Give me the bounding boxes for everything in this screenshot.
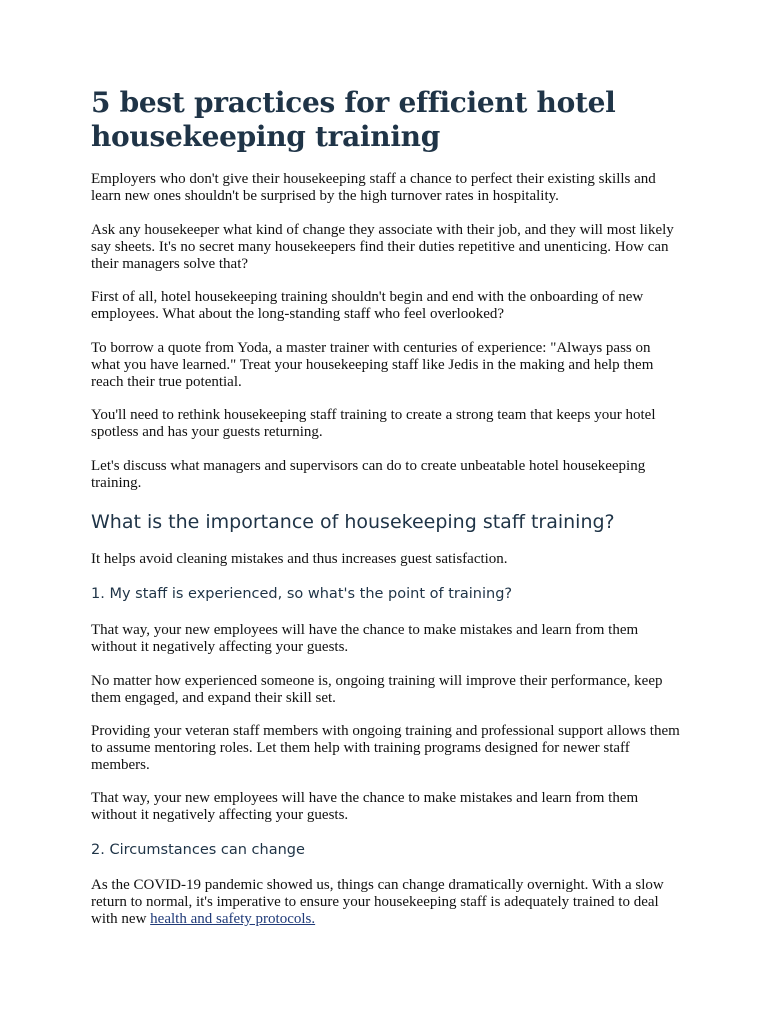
intro-paragraph-2: Ask any housekeeper what kind of change they associate with their job, and they will most likely say sheets. It's no secret many housekeepers find their duties repetitive and unenticing. How can their managers solve that? [91, 222, 674, 272]
subsection-2-heading: 2. Circumstances can change [91, 842, 305, 858]
subsection-1-paragraph-2: No matter how experienced someone is, ongoing training will improve their performance, keep them engaged, and expand their skill set. [91, 673, 663, 706]
section-paragraph: It helps avoid cleaning mistakes and thus increases guest satisfaction. [91, 551, 508, 567]
intro-paragraph-3: First of all, hotel housekeeping training shouldn't begin and end with the onboarding of new employees. What about the long-standing staff who feel overlooked? [91, 289, 644, 322]
subsection-2-paragraph [91, 877, 681, 928]
section-heading: What is the importance of housekeeping staff training? [91, 511, 615, 533]
intro-paragraph-6: Let's discuss what managers and supervisors can do to create unbeatable hotel housekeeping training. [91, 458, 646, 491]
intro-paragraph-4: To borrow a quote from Yoda, a master trainer with centuries of experience: "Always pass on what you have learned." Treat your housekeeping staff like Jedis in the making and help them reach their true potential. [91, 340, 654, 390]
intro-paragraph-1: Employers who don't give their housekeeping staff a chance to perfect their existing skills and learn new ones shouldn't be surprised by the high turnover rates in hospitality. [91, 171, 656, 204]
subsection-1-paragraph-3: Providing your veteran staff members with ongoing training and professional support allows them to assume mentoring roles. Let them help with training programs designed for newer staff members. [91, 723, 680, 773]
health-safety-protocols-link[interactable]: health and safety protocols. [150, 911, 316, 927]
subsection-1-paragraph-1: That way, your new employees will have the chance to make mistakes and learn from them without it negatively affecting your guests. [91, 622, 639, 655]
subsection-1-paragraph-4: That way, your new employees will have the chance to make mistakes and learn from them without it negatively affecting your guests. [91, 790, 639, 823]
subsection-1-heading: 1. My staff is experienced, so what's the point of training? [91, 586, 513, 602]
subsection-2-paragraph-text: As the COVID-19 pandemic showed us, things can change dramatically overnight. With a slow return to normal, it's imperative to ensure your housekeeping staff is adequately trained to deal with new [91, 877, 664, 927]
intro-paragraph-5: You'll need to rethink housekeeping staff training to create a strong team that keeps your hotel spotless and has your guests returning. [91, 407, 656, 440]
page-title: 5 best practices for efficient hotel housekeeping training [91, 86, 616, 153]
